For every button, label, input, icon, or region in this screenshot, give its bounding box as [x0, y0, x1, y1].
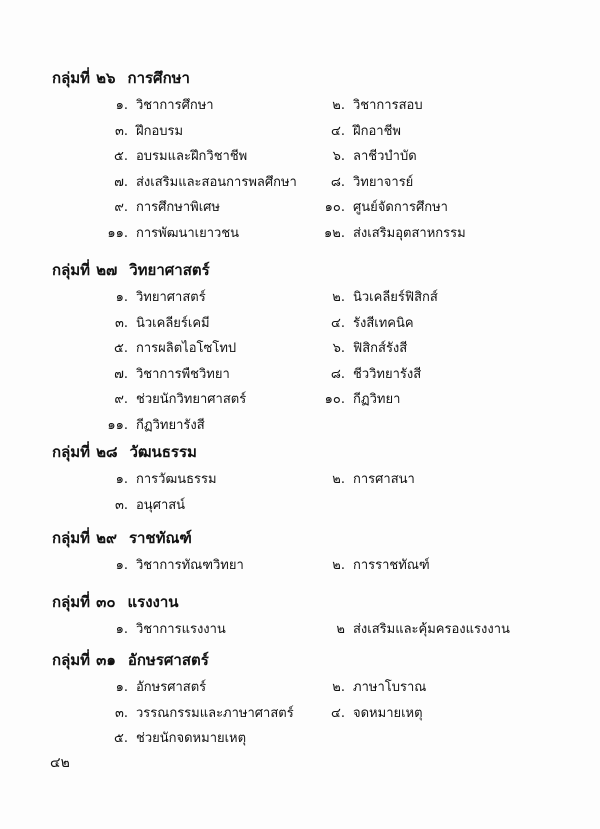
item-text: การศึกษาพิเศษ	[136, 200, 220, 215]
item-text: วิชาการแรงงาน	[136, 622, 226, 637]
item-text: อนุศาสน์	[136, 497, 186, 513]
group-heading	[52, 66, 190, 90]
list-item	[332, 468, 415, 489]
item-number: ๑.	[115, 558, 128, 573]
item-row	[0, 414, 600, 436]
list-item	[115, 676, 207, 697]
item-row	[0, 196, 600, 218]
list-item	[107, 414, 205, 435]
item-number: ๕.	[114, 731, 128, 746]
item-text: วิชาการทัณฑวิทยา	[136, 558, 244, 573]
item-number: ๓.	[114, 497, 128, 513]
list-item	[115, 554, 244, 575]
item-text: วิทยาศาสตร์	[136, 290, 206, 305]
item-number: ๑.	[115, 290, 128, 305]
item-number: ๒.	[332, 558, 345, 573]
item-text: นิวเคลียร์ฟิสิกส์	[353, 290, 438, 305]
item-row	[0, 388, 600, 410]
list-item	[330, 363, 422, 384]
list-item	[114, 702, 294, 723]
item-number: ๔.	[331, 705, 345, 721]
item-row	[0, 171, 600, 193]
item-text: การวัฒนธรรม	[136, 472, 217, 487]
item-number: ๒	[336, 622, 345, 637]
group-name: วัฒนธรรม	[129, 443, 197, 461]
item-number: ๒.	[332, 290, 345, 305]
group-label: กลุ่มที่	[52, 443, 91, 461]
item-text: ชีววิทยารังสี	[353, 366, 422, 382]
list-item	[331, 312, 414, 333]
list-item	[114, 388, 247, 409]
list-item	[114, 363, 230, 384]
list-item	[107, 222, 240, 243]
item-number: ๗.	[114, 174, 128, 190]
group-label: กลุ่มที่	[52, 651, 91, 669]
item-text: ช่วยนักจดหมายเหตุ	[136, 731, 247, 746]
item-number: ๙.	[114, 200, 128, 215]
list-item	[331, 702, 423, 723]
list-item	[331, 120, 401, 141]
list-item	[115, 94, 214, 115]
item-text: กีฏวิทยา	[353, 392, 401, 407]
item-number: ๒.	[332, 98, 345, 113]
item-number: ๖.	[332, 341, 345, 356]
item-number: ๓.	[114, 705, 128, 721]
page-number: ๔๒	[50, 755, 70, 771]
item-text: วิชาการสอบ	[353, 98, 423, 113]
group-name: อักษรศาสตร์	[127, 651, 209, 669]
list-item	[114, 312, 210, 333]
item-row	[0, 702, 600, 724]
group-label: กลุ่มที่	[52, 69, 91, 87]
item-row	[0, 554, 600, 576]
list-item	[332, 145, 417, 166]
item-number: ๕.	[114, 341, 128, 356]
group-number: ๒๗	[96, 261, 118, 279]
list-item	[332, 94, 423, 115]
group-number: ๒๖	[96, 69, 116, 87]
list-item	[330, 171, 414, 192]
item-number: ๑๒.	[324, 225, 345, 241]
list-item	[114, 337, 237, 358]
list-item	[324, 222, 466, 243]
item-text: ฝึกอบรม	[136, 123, 184, 139]
item-number: ๑๐.	[324, 200, 345, 215]
item-number: ๑๑.	[107, 417, 128, 433]
item-text: ภาษาโบราณ	[353, 680, 427, 695]
group-number: ๓๑	[96, 651, 116, 669]
list-item	[324, 388, 401, 409]
group-number: ๓๐	[96, 593, 116, 611]
item-row	[0, 312, 600, 334]
list-item	[114, 171, 297, 192]
group-number: ๒๘	[96, 443, 118, 461]
list-item	[324, 196, 448, 217]
item-row	[0, 337, 600, 359]
list-item	[114, 145, 248, 166]
item-number: ๒.	[332, 680, 345, 695]
group-heading	[52, 590, 179, 614]
item-row	[0, 120, 600, 142]
item-text: การผลิตไอโซโทป	[136, 341, 237, 356]
list-item	[115, 286, 206, 307]
list-item	[115, 468, 217, 489]
group-number: ๒๙	[96, 529, 117, 547]
item-row	[0, 494, 600, 516]
list-item	[114, 494, 186, 515]
item-text: รังสีเทคนิค	[353, 315, 414, 331]
list-item	[332, 337, 408, 358]
group-label: กลุ่มที่	[52, 261, 91, 279]
item-number: ๗.	[114, 366, 128, 382]
item-number: ๙.	[114, 392, 128, 407]
item-row	[0, 222, 600, 244]
item-number: ๖.	[332, 149, 345, 164]
list-item	[114, 727, 247, 748]
item-text: ช่วยนักวิทยาศาสตร์	[136, 392, 247, 407]
item-row	[0, 145, 600, 167]
item-text: วิทยาจารย์	[353, 174, 414, 190]
item-text: จดหมายเหตุ	[353, 705, 423, 721]
item-number: ๑๐.	[324, 392, 345, 407]
item-text: การราชทัณฑ์	[353, 558, 430, 573]
item-text: วิชาการพืชวิทยา	[136, 366, 230, 382]
item-text: นิวเคลียร์เคมี	[136, 315, 210, 331]
item-row	[0, 94, 600, 116]
item-text: ฟิสิกส์รังสี	[353, 341, 408, 356]
item-row	[0, 676, 600, 698]
item-text: ส่งเสริมและคุ้มครองแรงงาน	[353, 622, 510, 637]
item-number: ๒.	[332, 472, 345, 487]
item-text: ส่งเสริมและสอนการพลศึกษา	[136, 174, 297, 190]
item-text: วรรณกรรมและภาษาศาสตร์	[136, 705, 294, 721]
list-item	[332, 554, 430, 575]
group-heading	[52, 258, 210, 282]
item-row	[0, 286, 600, 308]
item-number: ๕.	[114, 149, 128, 164]
item-text: อบรมและฝึกวิชาชีพ	[136, 149, 248, 164]
item-text: การพัฒนาเยาวชน	[136, 225, 240, 241]
list-item	[336, 618, 510, 639]
group-heading	[52, 526, 192, 550]
group-label: กลุ่มที่	[52, 529, 91, 547]
item-number: ๔.	[331, 315, 345, 331]
item-number: ๑.	[115, 98, 128, 113]
item-number: ๘.	[330, 174, 345, 190]
item-number: ๑.	[115, 622, 128, 637]
item-text: ส่งเสริมอุตสาหกรรม	[353, 225, 466, 241]
item-text: ศูนย์จัดการศึกษา	[353, 200, 448, 215]
item-number: ๓.	[114, 123, 128, 139]
list-item	[115, 618, 226, 639]
list-item	[332, 286, 438, 307]
item-text: ลาชีวบำบัด	[353, 149, 417, 164]
item-text: ฝึกอาชีพ	[353, 123, 401, 139]
list-item	[114, 196, 220, 217]
item-number: ๑.	[115, 472, 128, 487]
item-text: การศาสนา	[353, 472, 415, 487]
item-number: ๑๑.	[107, 225, 128, 241]
item-row	[0, 363, 600, 385]
group-heading	[52, 440, 197, 464]
item-number: ๓.	[114, 315, 128, 331]
group-name: การศึกษา	[127, 69, 190, 87]
group-heading	[52, 648, 209, 672]
group-label: กลุ่มที่	[52, 593, 91, 611]
item-row	[0, 468, 600, 490]
item-number: ๘.	[330, 366, 345, 382]
group-name: ราชทัณฑ์	[128, 529, 192, 547]
group-name: วิทยาศาสตร์	[129, 261, 210, 279]
list-item	[332, 676, 427, 697]
item-row	[0, 618, 600, 640]
group-name: แรงงาน	[127, 593, 179, 611]
item-text: อักษรศาสตร์	[136, 680, 207, 695]
item-text: กีฏวิทยารังสี	[136, 417, 205, 433]
item-number: ๑.	[115, 680, 128, 695]
item-row	[0, 727, 600, 749]
item-text: วิชาการศึกษา	[136, 98, 214, 113]
item-number: ๔.	[331, 123, 345, 139]
list-item	[114, 120, 184, 141]
